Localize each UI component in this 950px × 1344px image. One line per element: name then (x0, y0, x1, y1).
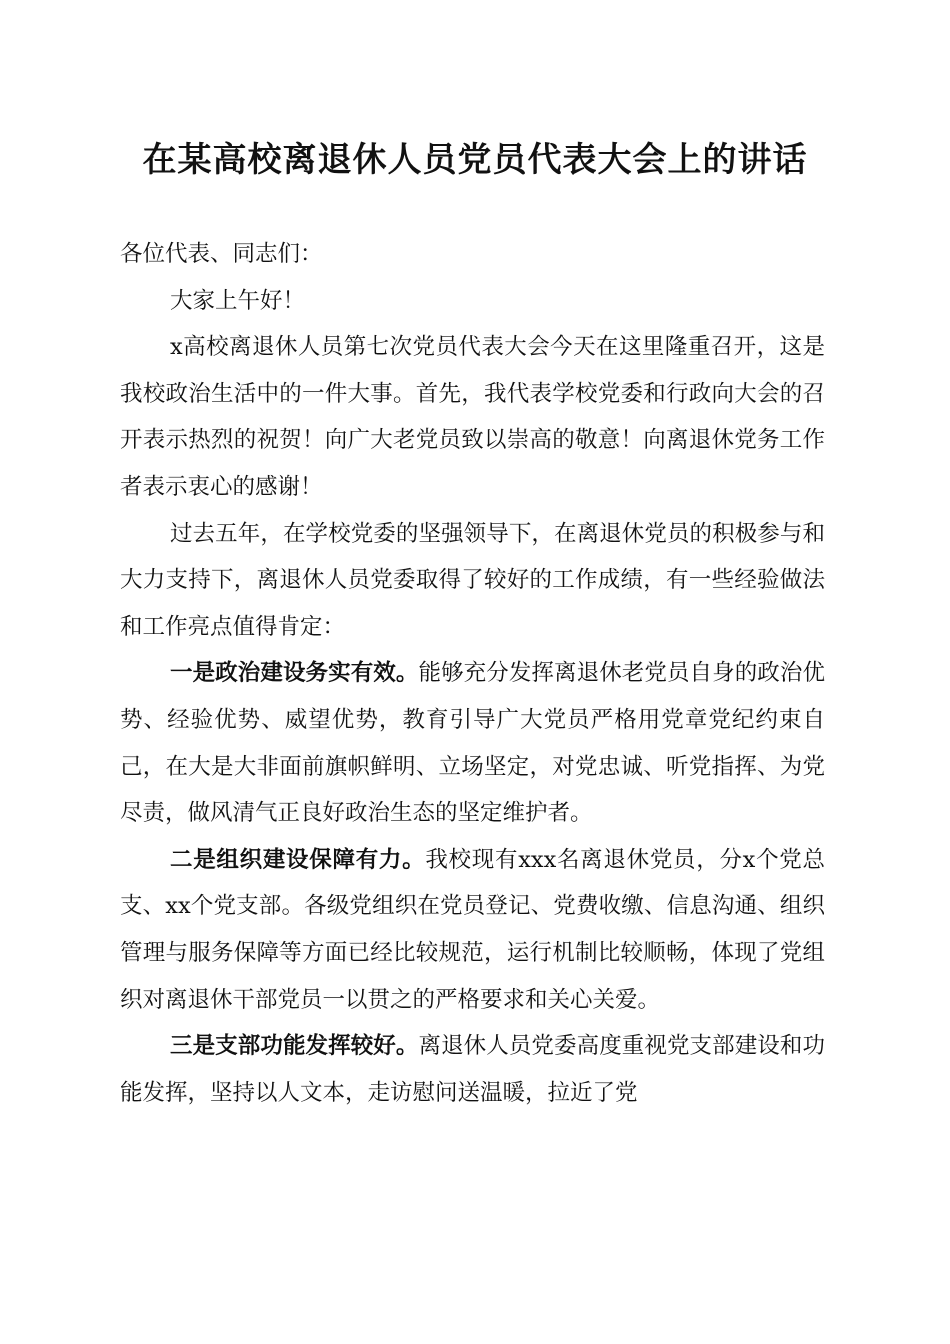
point-text: 我校现有xxx名离退休党员，分x个党总支、xx个党支部。各级党组织在党员登记、党费收缴、信息沟通、组织管理与服务保障等方面已经比较规范，运行机制比较顺畅，体现了党组织对离退休干部党员一以贯之的严格要求和关心关爱。 (120, 846, 825, 1013)
point-political (120, 650, 825, 836)
point-heading: 二是组织建设保障有力。 (170, 846, 426, 873)
paragraph-opening: x高校离退休人员第七次党员代表大会今天在这里隆重召开，这是我校政治生活中的一件大事。首先，我代表学校党委和行政向大会的召开表示热烈的祝贺！向广大老党员致以崇高的敬意！向离退休党务工作者表示衷心的感谢！ (120, 334, 825, 500)
point-branch (120, 1023, 825, 1116)
point-organization (120, 837, 825, 1023)
document-body (120, 231, 825, 1116)
point-heading: 一是政治建设务实有效。 (170, 660, 419, 687)
greeting: 大家上午好！ (170, 287, 306, 314)
salutation: 各位代表、同志们： (120, 241, 323, 267)
point-heading: 三是支部功能发挥较好。 (170, 1033, 419, 1060)
point-text: 离退休人员党委高度重视党支部建设和功能发挥，坚持以人文本，走访慰问送温暖，拉近了党 (120, 1033, 825, 1106)
point-text: 能够充分发挥离退休老党员自身的政治优势、经验优势、威望优势，教育引导广大党员严格用党章党纪约束自己，在大是大非面前旗帜鲜明、立场坚定，对党忠诚、听党指挥、为党尽责，做风清气正良好政治生态的坚定维护者。 (120, 660, 825, 827)
paragraph-review: 过去五年，在学校党委的坚强领导下，在离退休党员的积极参与和大力支持下，离退休人员党委取得了较好的工作成绩，有一些经验做法和工作亮点值得肯定： (120, 520, 825, 640)
document-title: 在某高校离退休人员党员代表大会上的讲话 (142, 140, 808, 180)
